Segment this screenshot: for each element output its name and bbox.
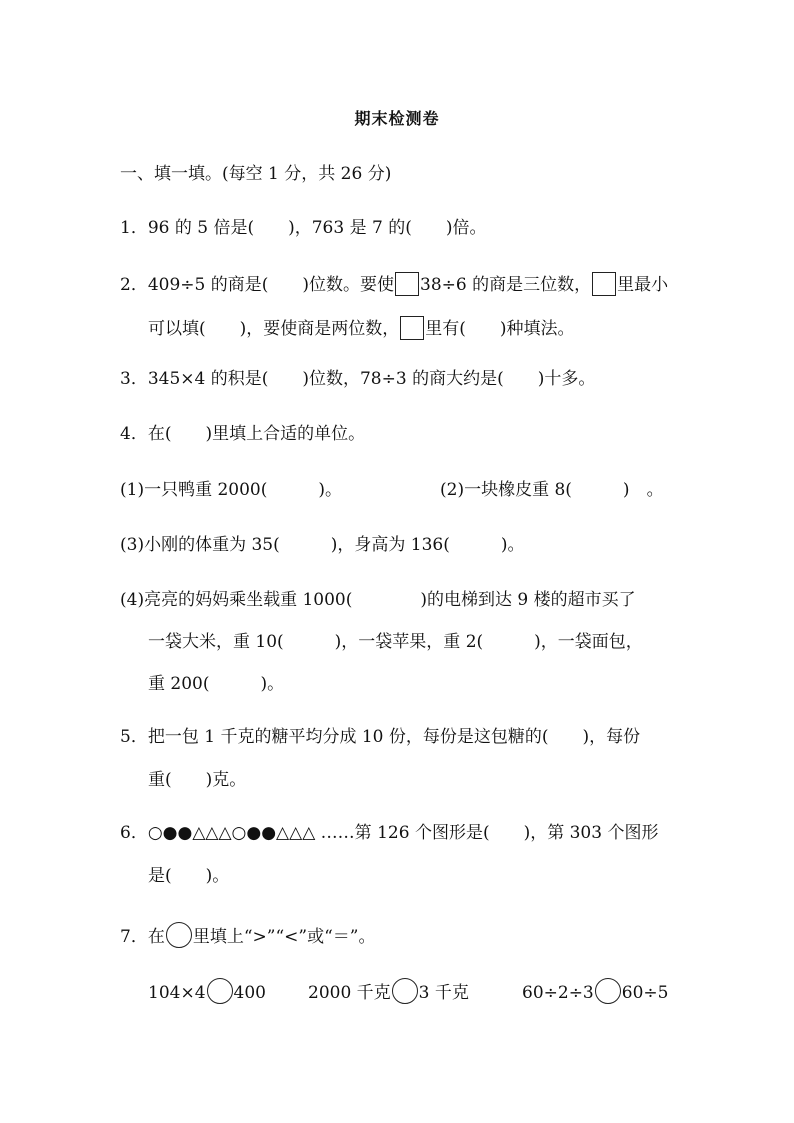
q2-text-e: 里有( )种填法。 <box>425 319 575 339</box>
question-2-line-2 <box>148 316 575 341</box>
blank-box <box>592 272 616 296</box>
question-6-line-2: 是( )。 <box>148 866 230 886</box>
shape-sequence: ○●●△△△○●●△△△ <box>147 823 316 843</box>
question-2-line-1 <box>120 272 668 297</box>
question-4-4-line-3: 重 200( )。 <box>148 674 285 694</box>
page-title: 期末检测卷 <box>354 109 440 128</box>
blank-box <box>395 272 419 296</box>
question-4-4-line-1: (4)亮亮的妈妈乘坐载重 1000( )的电梯到达 9 楼的超市买了 <box>120 590 636 610</box>
q2-text-b: 38÷6 的商是三位数， <box>420 275 592 295</box>
question-4: 4．在( )里填上合适的单位。 <box>120 424 366 444</box>
question-1: 1．96 的 5 倍是( )，763 是 7 的( )倍。 <box>120 218 487 238</box>
question-3: 3．345×4 的积是( )位数，78÷3 的商大约是( )十多。 <box>120 369 596 389</box>
q7-text-b: 里填上“>”“<”或“＝”。 <box>192 927 376 947</box>
section-heading: 一、填一填。(每空 1 分，共 26 分) <box>120 164 392 184</box>
question-4-4-line-2: 一袋大米，重 10( )，一袋苹果，重 2( )，一袋面包， <box>148 632 643 652</box>
expr1-left: 104×4 <box>148 983 206 1003</box>
question-5-line-2: 重( )克。 <box>148 770 247 790</box>
q6-text: ……第 126 个图形是( )，第 303 个图形 <box>315 823 659 843</box>
expr3-right: 60÷5 <box>621 983 669 1003</box>
blank-circle <box>392 978 418 1004</box>
question-4-3: (3)小刚的体重为 35( )，身高为 136( )。 <box>120 535 525 555</box>
compare-expression-3 <box>522 978 668 1005</box>
question-5-line-1: 5．把一包 1 千克的糖平均分成 10 份，每份是这包糖的( )，每份 <box>120 727 641 747</box>
expr3-left: 60÷2÷3 <box>522 983 594 1003</box>
blank-box <box>400 316 424 340</box>
q2-text-a: 2．409÷5 的商是( )位数。要使 <box>120 275 394 295</box>
expr1-right: 400 <box>233 983 266 1003</box>
q2-text-d: 可以填( )，要使商是两位数， <box>148 319 400 339</box>
q2-text-c: 里最小 <box>617 275 669 295</box>
blank-circle <box>595 978 621 1004</box>
question-4-1: (1)一只鸭重 2000( )。 <box>120 480 343 500</box>
blank-circle <box>207 978 233 1004</box>
blank-circle <box>166 922 192 948</box>
expr2-left: 2000 千克 <box>308 983 391 1003</box>
compare-expression-1 <box>148 978 266 1005</box>
q7-text-a: 7．在 <box>120 927 165 947</box>
question-4-2: (2)一块橡皮重 8( ) 。 <box>440 480 664 500</box>
expr2-right: 3 千克 <box>418 983 469 1003</box>
q6-number: 6． <box>120 823 148 843</box>
compare-expression-2 <box>308 978 469 1005</box>
question-7 <box>120 922 375 949</box>
question-6-line-1 <box>120 821 658 845</box>
